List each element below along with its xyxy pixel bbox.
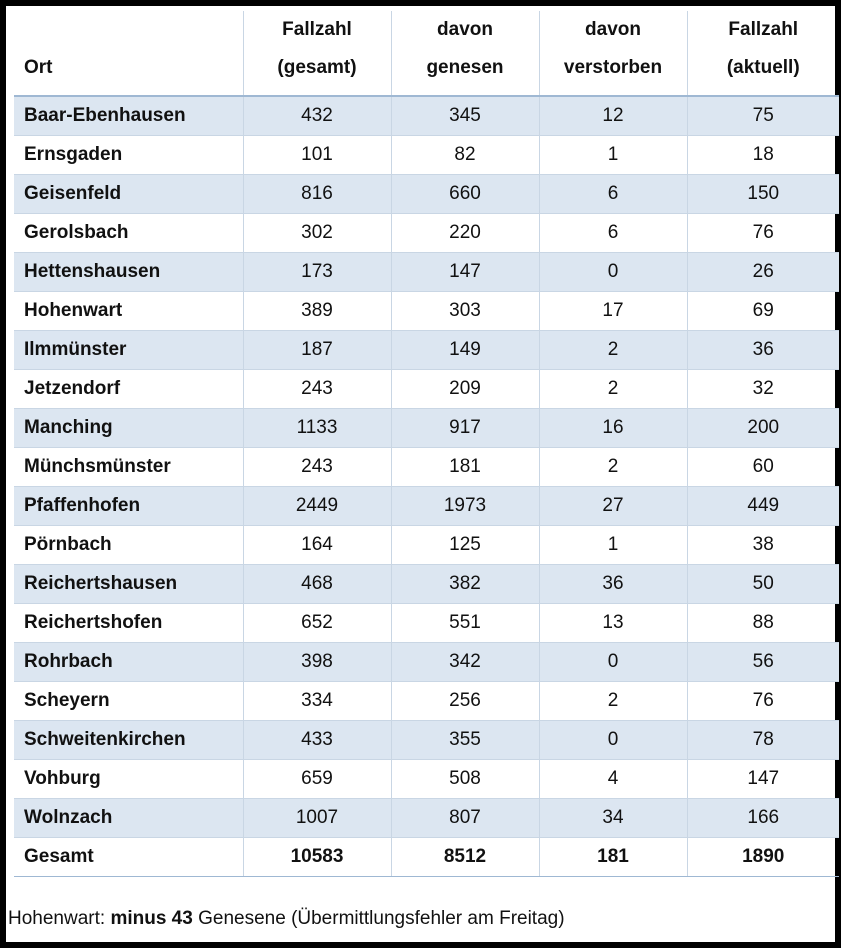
table-row — [14, 331, 839, 370]
cell-value: 27 — [539, 487, 687, 526]
cell-value: 0 — [539, 253, 687, 292]
cell-ort: Gerolsbach — [14, 214, 243, 253]
cell-value: 1973 — [391, 487, 539, 526]
cell-value: 355 — [391, 721, 539, 760]
cell-value: 150 — [687, 175, 839, 214]
cell-total-label: Gesamt — [14, 838, 243, 877]
table-row — [14, 799, 839, 838]
header-davon-verstorben: davon verstorben — [539, 11, 687, 96]
cell-value: 36 — [539, 565, 687, 604]
cell-value: 220 — [391, 214, 539, 253]
cell-value: 149 — [391, 331, 539, 370]
cell-value: 816 — [243, 175, 391, 214]
cell-value: 2 — [539, 331, 687, 370]
cell-value: 78 — [687, 721, 839, 760]
table-row — [14, 175, 839, 214]
cell-value: 13 — [539, 604, 687, 643]
cell-value: 18 — [687, 136, 839, 175]
cell-value: 6 — [539, 214, 687, 253]
cell-value: 38 — [687, 526, 839, 565]
cell-value: 82 — [391, 136, 539, 175]
cell-value: 302 — [243, 214, 391, 253]
cell-value: 398 — [243, 643, 391, 682]
table-row — [14, 409, 839, 448]
table-row — [14, 526, 839, 565]
cell-ort: Reichertshausen — [14, 565, 243, 604]
page-frame — [6, 6, 835, 942]
cell-value: 76 — [687, 214, 839, 253]
cell-value: 382 — [391, 565, 539, 604]
cell-value: 389 — [243, 292, 391, 331]
cell-value: 6 — [539, 175, 687, 214]
cell-ort: Schweitenkirchen — [14, 721, 243, 760]
cell-value: 166 — [687, 799, 839, 838]
cell-value: 181 — [391, 448, 539, 487]
cell-value: 652 — [243, 604, 391, 643]
cell-ort: Ernsgaden — [14, 136, 243, 175]
table-row — [14, 643, 839, 682]
cell-value: 449 — [687, 487, 839, 526]
cell-value: 342 — [391, 643, 539, 682]
cell-value: 243 — [243, 448, 391, 487]
header-ort: Ort — [14, 11, 243, 96]
cell-value: 2 — [539, 682, 687, 721]
cell-ort: Hettenshausen — [14, 253, 243, 292]
cell-value: 660 — [391, 175, 539, 214]
cell-ort: Rohrbach — [14, 643, 243, 682]
cell-value: 32 — [687, 370, 839, 409]
cell-value: 807 — [391, 799, 539, 838]
table-row — [14, 214, 839, 253]
header-row — [14, 11, 839, 96]
cell-ort: Wolnzach — [14, 799, 243, 838]
cell-value: 432 — [243, 96, 391, 136]
table-row — [14, 136, 839, 175]
cell-total-value: 181 — [539, 838, 687, 877]
cell-value: 50 — [687, 565, 839, 604]
cell-ort: Hohenwart — [14, 292, 243, 331]
cell-value: 2449 — [243, 487, 391, 526]
cell-value: 551 — [391, 604, 539, 643]
cell-value: 1 — [539, 136, 687, 175]
cell-value: 243 — [243, 370, 391, 409]
table-row — [14, 721, 839, 760]
cell-value: 36 — [687, 331, 839, 370]
cell-ort: Scheyern — [14, 682, 243, 721]
table-row — [14, 96, 839, 136]
cell-value: 75 — [687, 96, 839, 136]
table-row — [14, 604, 839, 643]
cell-ort: Vohburg — [14, 760, 243, 799]
table-row — [14, 487, 839, 526]
cell-total-value: 1890 — [687, 838, 839, 877]
footnote-bold: minus 43 — [110, 908, 193, 929]
cell-value: 125 — [391, 526, 539, 565]
table-row — [14, 253, 839, 292]
cell-value: 76 — [687, 682, 839, 721]
footnote: Hohenwart: minus 43 Genesene (Übermittlungsfehler am Freitag) — [8, 908, 565, 929]
cell-ort: Münchsmünster — [14, 448, 243, 487]
cell-value: 16 — [539, 409, 687, 448]
cell-value: 69 — [687, 292, 839, 331]
cell-value: 0 — [539, 643, 687, 682]
cell-value: 2 — [539, 370, 687, 409]
table-row — [14, 448, 839, 487]
cell-value: 659 — [243, 760, 391, 799]
cell-value: 173 — [243, 253, 391, 292]
cell-value: 334 — [243, 682, 391, 721]
cell-value: 56 — [687, 643, 839, 682]
cell-value: 88 — [687, 604, 839, 643]
cell-value: 508 — [391, 760, 539, 799]
cell-value: 34 — [539, 799, 687, 838]
table-row — [14, 292, 839, 331]
case-table — [14, 11, 839, 877]
cell-value: 60 — [687, 448, 839, 487]
cell-ort: Reichertshofen — [14, 604, 243, 643]
cell-value: 4 — [539, 760, 687, 799]
cell-value: 0 — [539, 721, 687, 760]
cell-total-value: 10583 — [243, 838, 391, 877]
cell-ort: Manching — [14, 409, 243, 448]
cell-value: 26 — [687, 253, 839, 292]
cell-value: 1 — [539, 526, 687, 565]
cell-value: 2 — [539, 448, 687, 487]
cell-value: 17 — [539, 292, 687, 331]
cell-value: 147 — [687, 760, 839, 799]
cell-value: 209 — [391, 370, 539, 409]
cell-value: 303 — [391, 292, 539, 331]
cell-value: 101 — [243, 136, 391, 175]
header-davon-genesen: davon genesen — [391, 11, 539, 96]
table-row — [14, 760, 839, 799]
cell-ort: Geisenfeld — [14, 175, 243, 214]
cell-ort: Baar-Ebenhausen — [14, 96, 243, 136]
table-row — [14, 682, 839, 721]
cell-value: 200 — [687, 409, 839, 448]
header-fallzahl-aktuell: Fallzahl (aktuell) — [687, 11, 839, 96]
cell-value: 468 — [243, 565, 391, 604]
table-body — [14, 96, 839, 877]
cell-total-value: 8512 — [391, 838, 539, 877]
cell-value: 433 — [243, 721, 391, 760]
header-fallzahl-gesamt: Fallzahl (gesamt) — [243, 11, 391, 96]
cell-ort: Jetzendorf — [14, 370, 243, 409]
cell-ort: Pfaffenhofen — [14, 487, 243, 526]
cell-ort: Pörnbach — [14, 526, 243, 565]
cell-value: 147 — [391, 253, 539, 292]
total-row — [14, 838, 839, 877]
table-row — [14, 565, 839, 604]
cell-value: 12 — [539, 96, 687, 136]
table-row — [14, 370, 839, 409]
cell-value: 187 — [243, 331, 391, 370]
cell-value: 1007 — [243, 799, 391, 838]
cell-ort: Ilmmünster — [14, 331, 243, 370]
cell-value: 917 — [391, 409, 539, 448]
cell-value: 164 — [243, 526, 391, 565]
cell-value: 1133 — [243, 409, 391, 448]
cell-value: 345 — [391, 96, 539, 136]
cell-value: 256 — [391, 682, 539, 721]
